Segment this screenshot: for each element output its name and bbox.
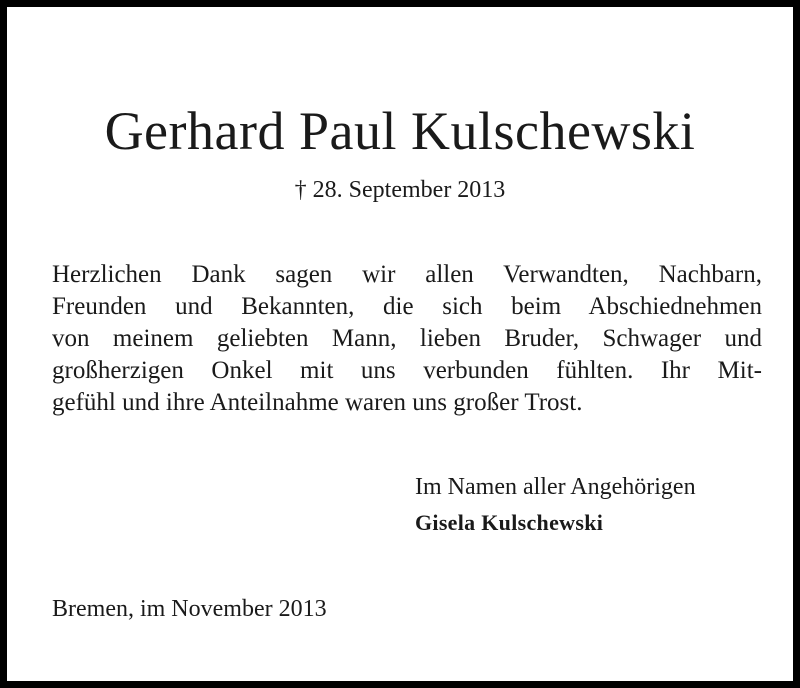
message-line: Freunden und Bekannten, die sich beim Abschiednehmen — [52, 293, 762, 320]
message-line: von meinem geliebten Mann, lieben Bruder, Schwager und — [52, 325, 762, 352]
thank-you-message — [52, 259, 762, 419]
message-line: Herzlichen Dank sagen wir allen Verwandten, Nachbarn, — [52, 261, 762, 288]
death-date: † 28. September 2013 — [294, 177, 506, 203]
signatory-name: Gisela Kulschewski — [415, 510, 604, 535]
deceased-name: Gerhard Paul Kulschewski — [104, 101, 696, 161]
place-and-date: Bremen, im November 2013 — [52, 596, 327, 622]
message-line: gefühl und ihre Anteilnahme waren uns großer Trost. — [52, 389, 583, 416]
signature-intro: Im Namen aller Angehörigen — [415, 474, 696, 500]
signature-block — [415, 469, 696, 541]
message-line: großherzigen Onkel mit uns verbunden fühlten. Ihr Mit- — [52, 357, 762, 384]
